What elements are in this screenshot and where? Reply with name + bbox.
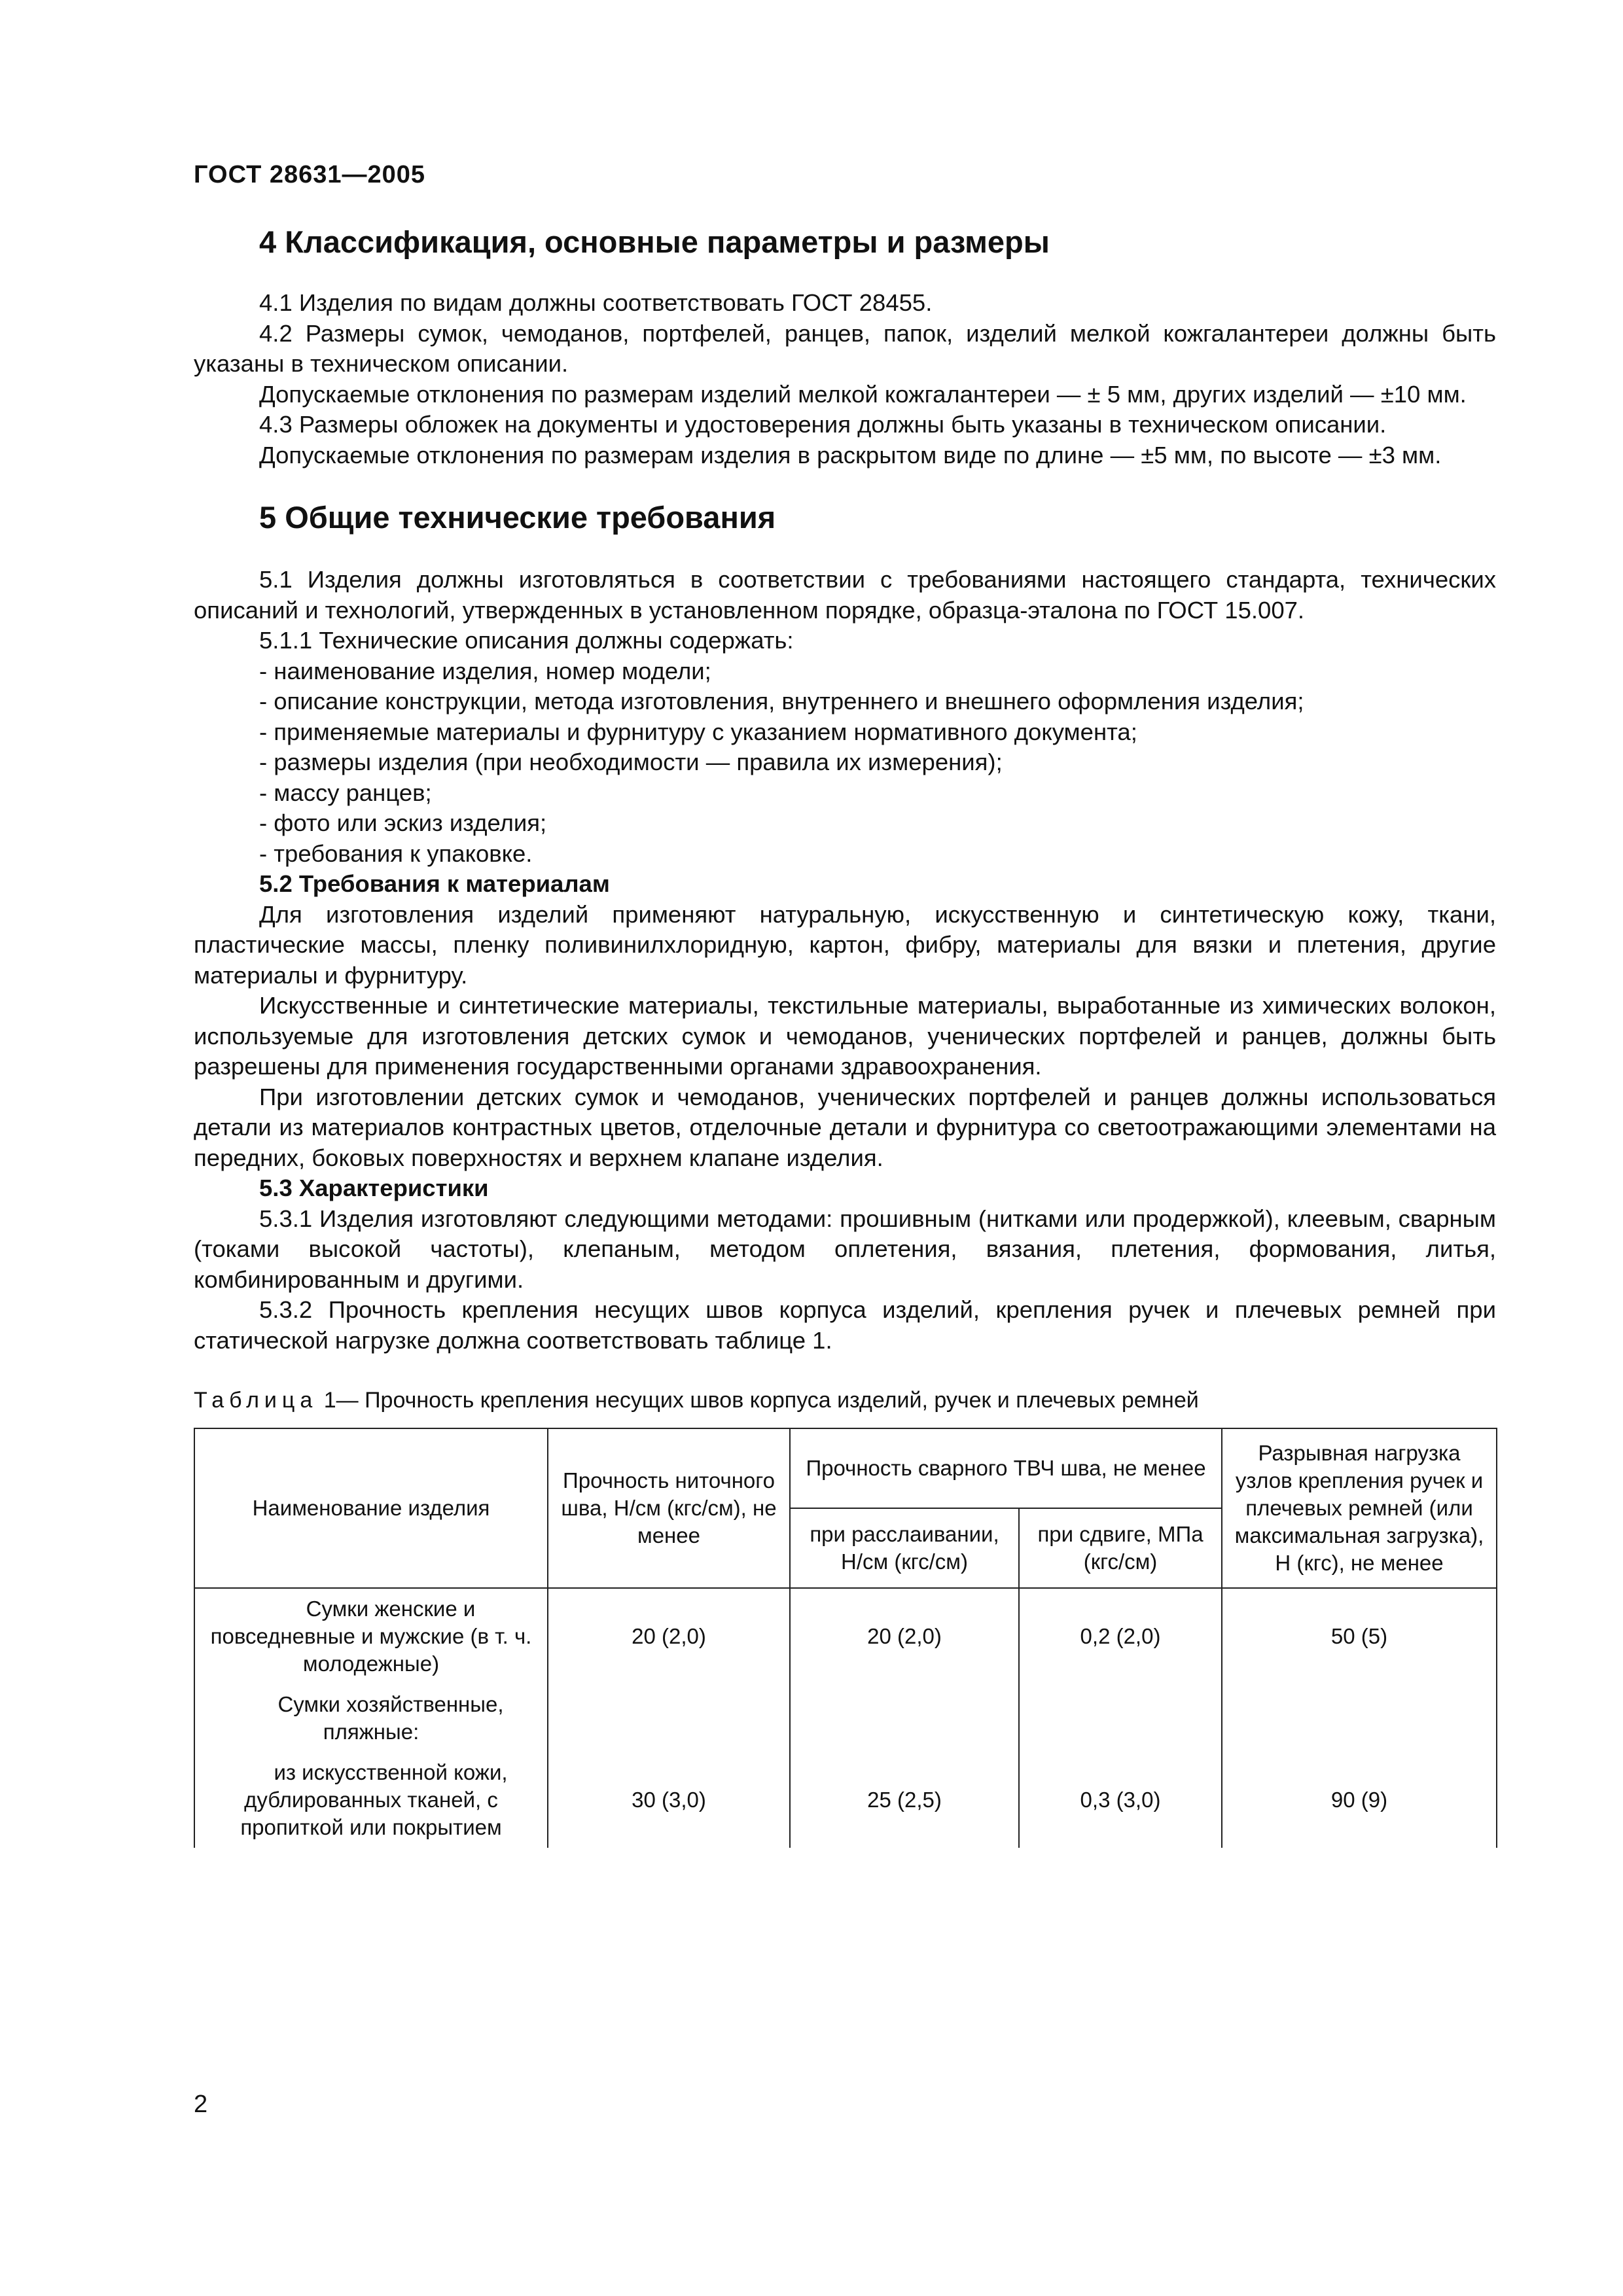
paragraph-5-2-materials: Для изготовления изделий применяют натуральную, искусственную и синтетическую кожу, ткани, пластические массы, пленку поливинилхлоридную, картон, фибру, материалы для вязки и плетения, другие материалы и фурнитуру. <box>194 900 1496 989</box>
table-cell-name: Сумки женские и повседневные и мужские (в т. ч. молодежные) <box>194 1588 548 1684</box>
paragraph-5-1-1: 5.1.1 Технические описания должны содержать: <box>259 627 794 654</box>
paragraph-4-2-tolerance: Допускаемые отклонения по размерам изделий мелкой кожгалантереи — ± 5 мм, других изделий — ±10 мм. <box>259 380 1467 408</box>
header-product-name: Наименование изделия <box>194 1428 548 1588</box>
table-cell-peel: 25 (2,5) <box>790 1752 1019 1848</box>
table-1 <box>194 1428 1497 1848</box>
table-cell-breaking: 50 (5) <box>1222 1588 1497 1684</box>
table-cell-name: из искусственной кожи, дублированных тканей, с пропиткой или покрытием <box>194 1752 548 1848</box>
paragraph-5-2-synthetic: Искусственные и синтетические материалы, текстильные материалы, выработанные из химических волокон, используемые для изготовления детских сумок и чемоданов, ученических портфелей и ранцев, должны быть разрешены для применения государственными органами здравоохранения. <box>194 992 1496 1080</box>
table-cell-name: Сумки хозяйственные, пляжные: <box>194 1684 548 1752</box>
table-cell-thread <box>548 1684 790 1752</box>
list-item: - требования к упаковке. <box>259 839 533 867</box>
table-cell-shear <box>1019 1684 1222 1752</box>
section-5-heading: 5 Общие технические требования <box>259 500 776 535</box>
paragraph-4-1: 4.1 Изделия по видам должны соответствовать ГОСТ 28455. <box>259 289 933 316</box>
header-weld-peel: при расслаивании, Н/см (кгс/см) <box>790 1508 1019 1588</box>
list-item: - наименование изделия, номер модели; <box>259 657 711 684</box>
paragraph-5-3-1: 5.3.1 Изделия изготовляют следующими методами: прошивным (нитками или продержкой), клеевым, сварным (токами высокой частоты), клепаным, методом оплетения, вязания, плетения, формования, литья, комбинированным и другими. <box>194 1205 1496 1293</box>
section-4-heading: 4 Классификация, основные параметры и размеры <box>259 224 1050 259</box>
paragraph-5-3-2: 5.3.2 Прочность крепления несущих швов корпуса изделий, крепления ручек и плечевых ремней при статической нагрузке должна соответствовать таблице 1. <box>194 1296 1496 1354</box>
table-cell-peel: 20 (2,0) <box>790 1588 1019 1684</box>
header-thread-strength: Прочность ниточного шва, Н/см (кгс/см), не менее <box>548 1428 790 1588</box>
table-cell-peel <box>790 1684 1019 1752</box>
paragraph-4-2: 4.2 Размеры сумок, чемоданов, портфелей, ранцев, папок, изделий мелкой кожгалантереи должны быть указаны в техническом описании. <box>194 319 1496 377</box>
table-row <box>194 1684 1497 1752</box>
table-cell-shear: 0,2 (2,0) <box>1019 1588 1222 1684</box>
table-cell-thread: 20 (2,0) <box>548 1588 790 1684</box>
list-item: - размеры изделия (при необходимости — правила их измерения); <box>259 749 1003 775</box>
table-row <box>194 1588 1497 1684</box>
header-weld-strength: Прочность сварного ТВЧ шва, не менее <box>790 1428 1222 1508</box>
technical-description-list <box>194 656 1496 870</box>
subsection-5-3-heading: 5.3 Характеристики <box>259 1174 489 1201</box>
list-item: - описание конструкции, метода изготовления, внутреннего и внешнего оформления изделия; <box>259 688 1304 715</box>
list-item: - применяемые материалы и фурнитуру с указанием нормативного документа; <box>259 718 1137 745</box>
table-cell-thread: 30 (3,0) <box>548 1752 790 1848</box>
table-row <box>194 1752 1497 1848</box>
table-caption-label: Таблица <box>194 1388 318 1413</box>
table-cell-breaking <box>1222 1684 1497 1752</box>
page-content <box>194 222 1496 1848</box>
list-item: - фото или эскиз изделия; <box>259 809 547 836</box>
table-cell-breaking: 90 (9) <box>1222 1752 1497 1848</box>
table-cell-shear: 0,3 (3,0) <box>1019 1752 1222 1848</box>
paragraph-4-3: 4.3 Размеры обложек на документы и удостоверения должны быть указаны в техническом описании. <box>259 411 1387 438</box>
list-item: - массу ранцев; <box>259 779 432 806</box>
header-breaking-load: Разрывная нагрузка узлов крепления ручек и плечевых ремней (или максимальная загрузка), Н (кгс), не менее <box>1222 1428 1497 1588</box>
document-id-header: ГОСТ 28631—2005 <box>194 161 426 188</box>
page-number: 2 <box>194 2091 208 2118</box>
header-weld-shear: при сдвиге, МПа (кгс/см) <box>1019 1508 1222 1588</box>
subsection-5-2-heading: 5.2 Требования к материалам <box>259 870 610 897</box>
table-1-caption <box>194 1386 1496 1415</box>
paragraph-5-1: 5.1 Изделия должны изготовляться в соответствии с требованиями настоящего стандарта, технических описаний и технологий, утвержденных в установленном порядке, образца-эталона по ГОСТ 15.007. <box>194 566 1496 624</box>
table-caption-text: 1— Прочность крепления несущих швов корпуса изделий, ручек и плечевых ремней <box>317 1388 1199 1413</box>
paragraph-4-3-tolerance: Допускаемые отклонения по размерам изделия в раскрытом виде по длине — ±5 мм, по высоте — ±3 мм. <box>259 441 1442 468</box>
paragraph-5-2-contrast: При изготовлении детских сумок и чемоданов, ученических портфелей и ранцев должны использоваться детали из материалов контрастных цветов, отделочные детали и фурнитура со светоотражающими элементами на передних, боковых поверхностях и верхнем клапане изделия. <box>194 1083 1496 1171</box>
